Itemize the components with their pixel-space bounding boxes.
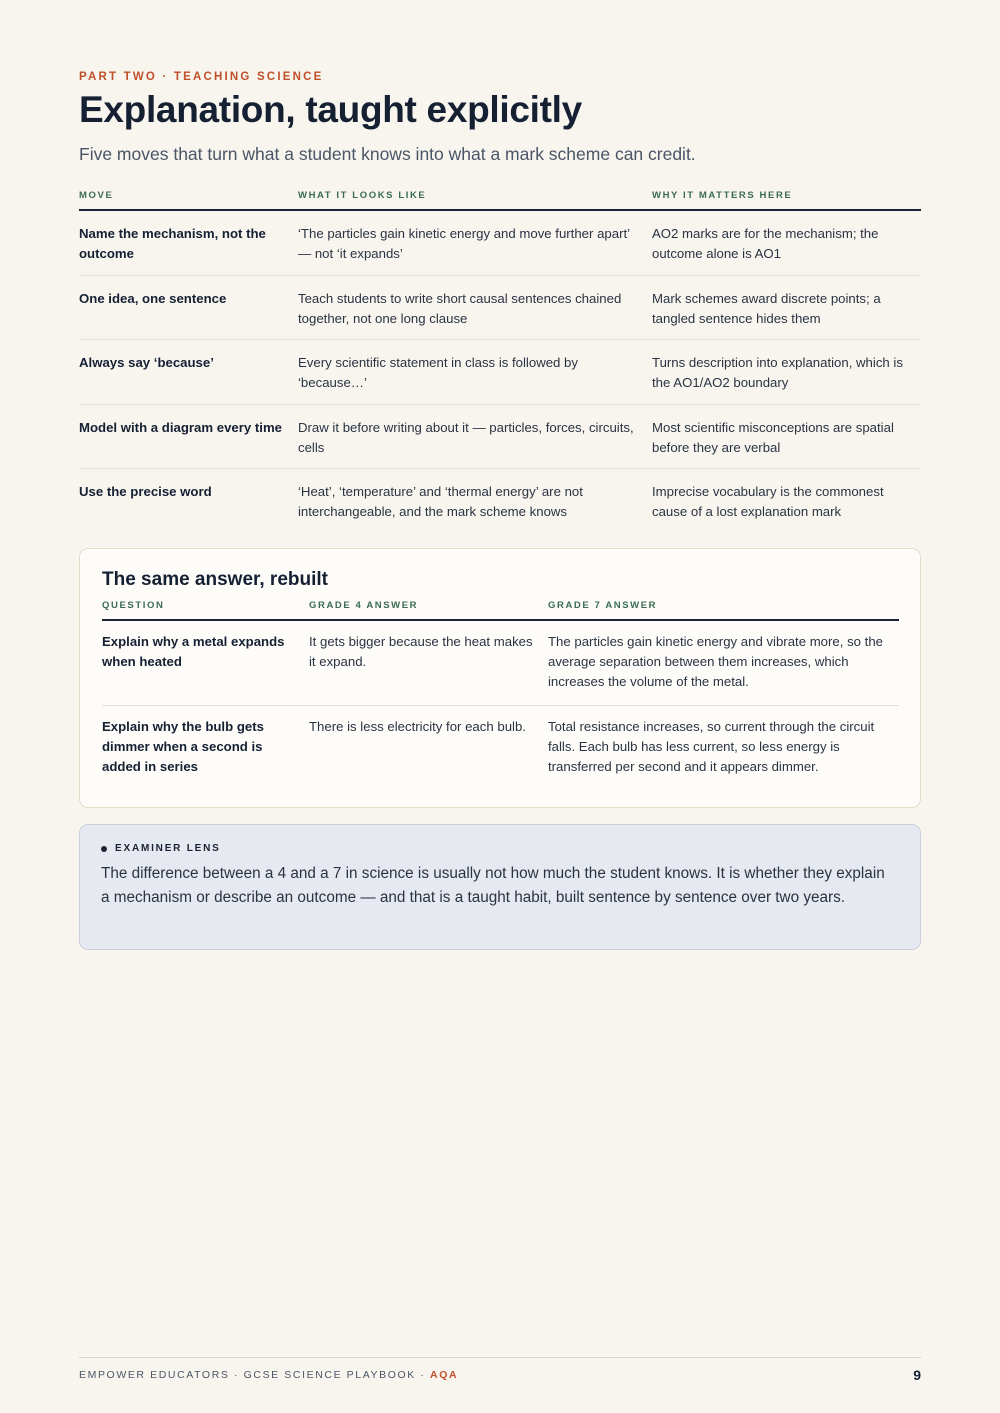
move-cell: Name the mechanism, not the outcome — [79, 226, 266, 261]
move-cell: Use the precise word — [79, 484, 212, 500]
grade7-cell: Total resistance increases, so current through the circuit falls. Each bulb has less current, so less energy is transferred per second and it appears dimmer. — [548, 719, 875, 774]
column-header-move: MOVE — [79, 190, 114, 201]
looks-like-cell: Draw it before writing about it — particles, forces, circuits, cells — [298, 419, 634, 455]
bullet-dot-icon — [101, 846, 107, 852]
page-subtitle: Five moves that turn what a student knows into what a mark scheme can credit. — [79, 144, 696, 164]
grade7-cell: The particles gain kinetic energy and vibrate more, so the average separation between them increases, which increases the volume of the metal. — [548, 634, 883, 689]
examiner-lens-callout — [79, 824, 921, 950]
column-header-grade4: GRADE 4 ANSWER — [309, 600, 419, 611]
section-kicker: PART TWO · TEACHING SCIENCE — [79, 71, 324, 83]
footer-publication-text: EMPOWER EDUCATORS · GCSE SCIENCE PLAYBOOK · — [79, 1369, 431, 1381]
lens-text: The difference between a 4 and a 7 in science is usually not how much the student knows. It is whether they explain a mechanism or describe an outcome — and that is a taught habit, built sentence by sentence over two years. — [101, 865, 885, 906]
rebuilt-panel — [79, 548, 921, 808]
rebuilt-table — [102, 597, 899, 791]
why-cell: Turns description into explanation, which is the AO1/AO2 boundary — [652, 355, 903, 391]
column-header-question: QUESTION — [102, 600, 165, 611]
table-row — [79, 405, 921, 470]
looks-like-cell: Teach students to write short causal sentences chained together, not one long clause — [298, 290, 622, 326]
column-header-looks-like: WHAT IT LOOKS LIKE — [298, 190, 427, 201]
rebuilt-table-header — [102, 597, 899, 621]
panel-title: The same answer, rebuilt — [102, 569, 328, 590]
table-row — [79, 276, 921, 341]
looks-like-cell: Every scientific statement in class is followed by ‘because…’ — [298, 355, 578, 391]
page-title: Explanation, taught explicitly — [79, 89, 582, 130]
why-cell: Imprecise vocabulary is the commonest cause of a lost explanation mark — [652, 484, 884, 520]
why-cell: AO2 marks are for the mechanism; the outcome alone is AO1 — [652, 226, 879, 261]
table-row — [79, 340, 921, 405]
footer-exam-board: AQA — [430, 1369, 459, 1381]
column-header-why: WHY IT MATTERS HERE — [652, 190, 793, 201]
why-cell: Mark schemes award discrete points; a tangled sentence hides them — [652, 290, 881, 326]
question-cell: Explain why the bulb gets dimmer when a second is added in series — [102, 719, 264, 774]
table-row — [102, 706, 899, 791]
moves-table-header — [79, 185, 921, 211]
question-cell: Explain why a metal expands when heated — [102, 634, 285, 669]
table-row — [79, 211, 921, 276]
page-number: 9 — [913, 1367, 921, 1383]
lens-label — [101, 843, 221, 854]
looks-like-cell: ‘The particles gain kinetic energy and move further apart’ — not ‘it expands’ — [298, 226, 630, 261]
footer-publication — [79, 1369, 458, 1381]
grade4-cell: It gets bigger because the heat makes it expand. — [309, 634, 533, 669]
why-cell: Most scientific misconceptions are spatial before they are verbal — [652, 419, 894, 455]
grade4-cell: There is less electricity for each bulb. — [309, 719, 526, 734]
footer — [79, 1367, 921, 1383]
footer-divider — [79, 1357, 921, 1358]
lens-label-text: EXAMINER LENS — [115, 843, 221, 854]
table-row — [79, 469, 921, 534]
column-header-grade7: GRADE 7 ANSWER — [548, 600, 658, 611]
move-cell: Model with a diagram every time — [79, 419, 283, 435]
looks-like-cell: ‘Heat’, ‘temperature’ and ‘thermal energy’ are not interchangeable, and the mark scheme knows — [298, 484, 583, 520]
move-cell: Always say ‘because’ — [79, 355, 214, 371]
moves-table — [79, 185, 921, 534]
move-cell: One idea, one sentence — [79, 290, 227, 306]
table-row — [102, 621, 899, 706]
